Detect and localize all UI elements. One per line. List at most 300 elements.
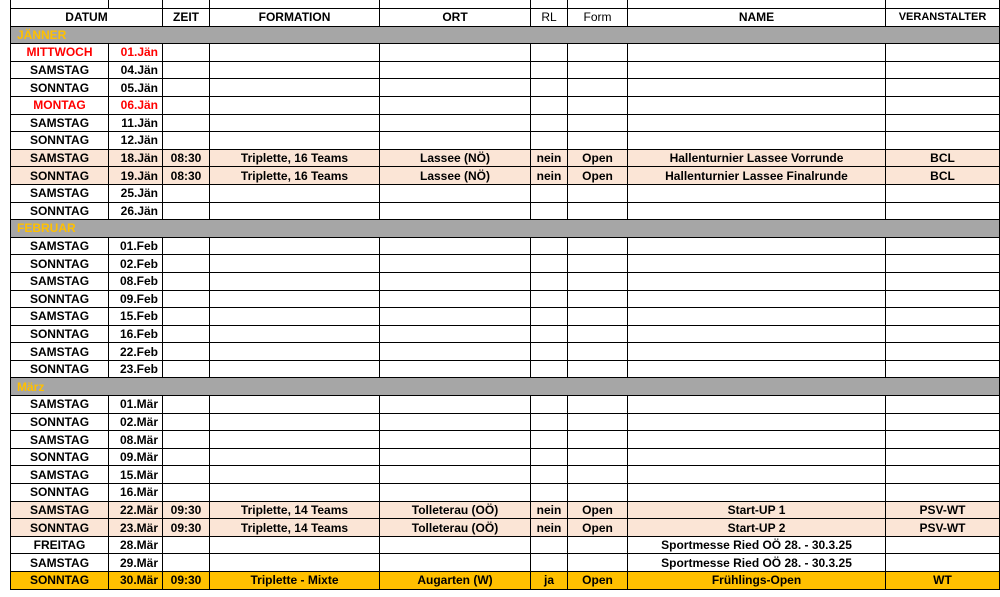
form-cell (568, 343, 628, 361)
formation-cell (210, 325, 380, 343)
zeit-cell: 08:30 (163, 149, 210, 167)
formation-cell (210, 536, 380, 554)
weekday-cell: SAMSTAG (11, 554, 109, 572)
rl-cell (531, 536, 568, 554)
veranstalter-cell: BCL (886, 167, 1000, 185)
date-cell: 16.Mär (109, 484, 163, 502)
rl-cell (531, 255, 568, 273)
veranstalter-cell (886, 132, 1000, 150)
rl-cell (531, 237, 568, 255)
form-cell (568, 308, 628, 326)
veranstalter-cell (886, 360, 1000, 378)
ort-cell (380, 79, 531, 97)
name-cell (628, 255, 886, 273)
event-row (11, 519, 1000, 537)
ort-cell (380, 396, 531, 414)
ort-cell (380, 290, 531, 308)
weekday-cell: SONNTAG (11, 167, 109, 185)
weekday-cell: SONNTAG (11, 448, 109, 466)
zeit-cell: 08:30 (163, 167, 210, 185)
ort-cell: Lassee (NÖ) (380, 149, 531, 167)
ort-cell: Lassee (NÖ) (380, 167, 531, 185)
date-cell: 22.Mär (109, 501, 163, 519)
rl-cell (531, 132, 568, 150)
month-band-row (11, 378, 1000, 396)
ort-cell (380, 554, 531, 572)
rl-cell: nein (531, 167, 568, 185)
ort-cell: Tolleterau (OÖ) (380, 519, 531, 537)
day-row (11, 202, 1000, 220)
form-cell (568, 237, 628, 255)
day-row (11, 308, 1000, 326)
rl-cell: nein (531, 501, 568, 519)
formation-cell (210, 202, 380, 220)
form-cell: Open (568, 519, 628, 537)
form-cell (568, 554, 628, 572)
formation-cell (210, 448, 380, 466)
form-cell (568, 114, 628, 132)
veranstalter-cell (886, 79, 1000, 97)
date-cell: 01.Feb (109, 237, 163, 255)
ort-cell (380, 536, 531, 554)
formation-cell (210, 343, 380, 361)
date-cell: 11.Jän (109, 114, 163, 132)
rl-cell (531, 325, 568, 343)
weekday-cell: SAMSTAG (11, 184, 109, 202)
form-cell (568, 396, 628, 414)
day-row (11, 184, 1000, 202)
veranstalter-cell (886, 466, 1000, 484)
day-row (11, 325, 1000, 343)
ort-cell (380, 431, 531, 449)
ort-cell (380, 272, 531, 290)
formation-cell (210, 237, 380, 255)
name-cell: Sportmesse Ried OÖ 28. - 30.3.25 (628, 554, 886, 572)
date-cell: 16.Feb (109, 325, 163, 343)
date-cell: 09.Mär (109, 448, 163, 466)
formation-cell (210, 184, 380, 202)
rl-cell (531, 308, 568, 326)
weekday-cell: SAMSTAG (11, 396, 109, 414)
ort-cell (380, 61, 531, 79)
day-row (11, 272, 1000, 290)
zeit-cell (163, 255, 210, 273)
form-cell (568, 79, 628, 97)
weekday-cell: SONNTAG (11, 519, 109, 537)
formation-cell (210, 44, 380, 62)
rl-cell (531, 431, 568, 449)
zeit-cell (163, 132, 210, 150)
zeit-cell (163, 360, 210, 378)
rl-cell: nein (531, 149, 568, 167)
weekday-cell: SAMSTAG (11, 272, 109, 290)
month-label: FEBRUAR (11, 220, 1000, 238)
form-cell (568, 290, 628, 308)
day-row (11, 343, 1000, 361)
formation-cell: Triplette - Mixte (210, 572, 380, 590)
formation-cell (210, 484, 380, 502)
day-row (11, 61, 1000, 79)
form-cell (568, 448, 628, 466)
header-ort: ORT (380, 9, 531, 27)
zeit-cell (163, 272, 210, 290)
ort-cell (380, 96, 531, 114)
veranstalter-cell (886, 325, 1000, 343)
veranstalter-cell (886, 431, 1000, 449)
day-row (11, 484, 1000, 502)
name-cell (628, 325, 886, 343)
date-cell: 01.Jän (109, 44, 163, 62)
date-cell: 28.Mär (109, 536, 163, 554)
zeit-cell: 09:30 (163, 501, 210, 519)
day-row (11, 466, 1000, 484)
name-cell (628, 290, 886, 308)
veranstalter-cell (886, 114, 1000, 132)
name-cell: Sportmesse Ried OÖ 28. - 30.3.25 (628, 536, 886, 554)
name-cell: Hallenturnier Lassee Finalrunde (628, 167, 886, 185)
rl-cell (531, 554, 568, 572)
month-label: März (11, 378, 1000, 396)
rl-cell (531, 114, 568, 132)
name-cell (628, 184, 886, 202)
form-cell: Open (568, 501, 628, 519)
name-cell (628, 132, 886, 150)
ort-cell (380, 484, 531, 502)
name-cell (628, 61, 886, 79)
day-row (11, 132, 1000, 150)
veranstalter-cell: PSV-WT (886, 501, 1000, 519)
date-cell: 25.Jän (109, 184, 163, 202)
day-row (11, 413, 1000, 431)
formation-cell (210, 132, 380, 150)
rl-cell (531, 343, 568, 361)
rl-cell: nein (531, 519, 568, 537)
formation-cell (210, 431, 380, 449)
formation-cell (210, 79, 380, 97)
veranstalter-cell (886, 290, 1000, 308)
formation-cell: Triplette, 16 Teams (210, 167, 380, 185)
form-cell (568, 202, 628, 220)
zeit-cell (163, 184, 210, 202)
formation-cell (210, 96, 380, 114)
weekday-cell: SAMSTAG (11, 114, 109, 132)
veranstalter-cell (886, 554, 1000, 572)
name-cell: Start-UP 1 (628, 501, 886, 519)
veranstalter-cell: PSV-WT (886, 519, 1000, 537)
weekday-cell: SONNTAG (11, 572, 109, 590)
zeit-cell (163, 448, 210, 466)
day-row (11, 448, 1000, 466)
name-cell (628, 202, 886, 220)
zeit-cell (163, 343, 210, 361)
form-cell (568, 44, 628, 62)
zeit-cell (163, 96, 210, 114)
date-cell: 15.Feb (109, 308, 163, 326)
day-row (11, 255, 1000, 273)
formation-cell (210, 554, 380, 572)
veranstalter-cell (886, 202, 1000, 220)
form-cell (568, 536, 628, 554)
ort-cell (380, 114, 531, 132)
date-cell: 04.Jän (109, 61, 163, 79)
date-cell: 18.Jän (109, 149, 163, 167)
form-cell (568, 431, 628, 449)
form-cell (568, 466, 628, 484)
month-label: JÄNNER (11, 26, 1000, 44)
rl-cell (531, 360, 568, 378)
zeit-cell (163, 308, 210, 326)
rl-cell (531, 448, 568, 466)
weekday-cell: SAMSTAG (11, 149, 109, 167)
name-cell (628, 360, 886, 378)
header-formation: FORMATION (210, 9, 380, 27)
weekday-cell: SAMSTAG (11, 501, 109, 519)
name-cell (628, 343, 886, 361)
rl-cell (531, 396, 568, 414)
date-cell: 08.Mär (109, 431, 163, 449)
zeit-cell (163, 396, 210, 414)
header-datum: DATUM (11, 9, 163, 27)
form-cell (568, 413, 628, 431)
formation-cell (210, 308, 380, 326)
ort-cell (380, 237, 531, 255)
ort-cell (380, 413, 531, 431)
day-row (11, 396, 1000, 414)
zeit-cell (163, 466, 210, 484)
rl-cell (531, 290, 568, 308)
header-veranstalter: VERANSTALTER (886, 9, 1000, 27)
name-cell (628, 413, 886, 431)
veranstalter-cell (886, 413, 1000, 431)
form-cell (568, 255, 628, 273)
name-cell (628, 114, 886, 132)
highlighted-event-row (11, 572, 1000, 590)
veranstalter-cell (886, 396, 1000, 414)
table-top-strip (11, 0, 1000, 9)
name-cell: Hallenturnier Lassee Vorrunde (628, 149, 886, 167)
rl-cell (531, 202, 568, 220)
ort-cell (380, 343, 531, 361)
date-cell: 05.Jän (109, 79, 163, 97)
formation-cell (210, 396, 380, 414)
rl-cell (531, 61, 568, 79)
form-cell (568, 96, 628, 114)
veranstalter-cell (886, 61, 1000, 79)
veranstalter-cell (886, 343, 1000, 361)
weekday-cell: SONNTAG (11, 325, 109, 343)
veranstalter-cell (886, 96, 1000, 114)
day-row (11, 237, 1000, 255)
rl-cell (531, 466, 568, 484)
header-form: Form (568, 9, 628, 27)
date-cell: 29.Mär (109, 554, 163, 572)
ort-cell (380, 466, 531, 484)
date-cell: 23.Mär (109, 519, 163, 537)
weekday-cell: SAMSTAG (11, 61, 109, 79)
zeit-cell (163, 413, 210, 431)
ort-cell (380, 308, 531, 326)
day-row (11, 431, 1000, 449)
veranstalter-cell (886, 184, 1000, 202)
header-name: NAME (628, 9, 886, 27)
rl-cell (531, 79, 568, 97)
veranstalter-cell (886, 448, 1000, 466)
ort-cell (380, 132, 531, 150)
form-cell (568, 325, 628, 343)
rl-cell (531, 484, 568, 502)
name-cell (628, 448, 886, 466)
weekday-cell: SONNTAG (11, 79, 109, 97)
ort-cell (380, 360, 531, 378)
veranstalter-cell (886, 255, 1000, 273)
zeit-cell: 09:30 (163, 519, 210, 537)
form-cell (568, 272, 628, 290)
name-cell: Start-UP 2 (628, 519, 886, 537)
date-cell: 15.Mär (109, 466, 163, 484)
name-cell (628, 396, 886, 414)
zeit-cell (163, 290, 210, 308)
ort-cell (380, 184, 531, 202)
form-cell: Open (568, 167, 628, 185)
event-row (11, 167, 1000, 185)
veranstalter-cell (886, 237, 1000, 255)
weekday-cell: SONNTAG (11, 413, 109, 431)
name-cell (628, 484, 886, 502)
table-header-row (11, 9, 1000, 27)
form-cell (568, 360, 628, 378)
date-cell: 12.Jän (109, 132, 163, 150)
ort-cell (380, 202, 531, 220)
weekday-cell: SAMSTAG (11, 431, 109, 449)
weekday-cell: MONTAG (11, 96, 109, 114)
zeit-cell (163, 237, 210, 255)
form-cell (568, 132, 628, 150)
rl-cell (531, 44, 568, 62)
veranstalter-cell (886, 308, 1000, 326)
date-cell: 30.Mär (109, 572, 163, 590)
day-row (11, 96, 1000, 114)
veranstalter-cell (886, 536, 1000, 554)
zeit-cell (163, 44, 210, 62)
ort-cell: Tolleterau (OÖ) (380, 501, 531, 519)
form-cell (568, 61, 628, 79)
name-cell (628, 96, 886, 114)
form-cell: Open (568, 149, 628, 167)
date-cell: 06.Jän (109, 96, 163, 114)
month-band-row (11, 220, 1000, 238)
formation-cell: Triplette, 14 Teams (210, 501, 380, 519)
day-row (11, 536, 1000, 554)
zeit-cell (163, 484, 210, 502)
date-cell: 01.Mär (109, 396, 163, 414)
date-cell: 09.Feb (109, 290, 163, 308)
zeit-cell (163, 61, 210, 79)
event-row (11, 149, 1000, 167)
weekday-cell: MITTWOCH (11, 44, 109, 62)
zeit-cell (163, 325, 210, 343)
weekday-cell: SAMSTAG (11, 308, 109, 326)
date-cell: 23.Feb (109, 360, 163, 378)
veranstalter-cell: BCL (886, 149, 1000, 167)
zeit-cell (163, 536, 210, 554)
formation-cell (210, 114, 380, 132)
tournament-calendar-table (10, 0, 1000, 590)
form-cell (568, 184, 628, 202)
veranstalter-cell (886, 272, 1000, 290)
weekday-cell: SAMSTAG (11, 466, 109, 484)
date-cell: 02.Mär (109, 413, 163, 431)
name-cell (628, 79, 886, 97)
name-cell (628, 44, 886, 62)
formation-cell (210, 272, 380, 290)
zeit-cell (163, 554, 210, 572)
weekday-cell: SAMSTAG (11, 343, 109, 361)
rl-cell (531, 96, 568, 114)
weekday-cell: SONNTAG (11, 202, 109, 220)
name-cell (628, 431, 886, 449)
date-cell: 08.Feb (109, 272, 163, 290)
rl-cell (531, 184, 568, 202)
ort-cell (380, 448, 531, 466)
name-cell (628, 466, 886, 484)
day-row (11, 360, 1000, 378)
zeit-cell (163, 431, 210, 449)
date-cell: 26.Jän (109, 202, 163, 220)
ort-cell (380, 44, 531, 62)
formation-cell (210, 290, 380, 308)
veranstalter-cell: WT (886, 572, 1000, 590)
day-row (11, 290, 1000, 308)
name-cell (628, 308, 886, 326)
veranstalter-cell (886, 484, 1000, 502)
zeit-cell: 09:30 (163, 572, 210, 590)
zeit-cell (163, 202, 210, 220)
header-rl: RL (531, 9, 568, 27)
veranstalter-cell (886, 44, 1000, 62)
rl-cell: ja (531, 572, 568, 590)
form-cell (568, 484, 628, 502)
weekday-cell: FREITAG (11, 536, 109, 554)
date-cell: 02.Feb (109, 255, 163, 273)
rl-cell (531, 413, 568, 431)
month-band-row (11, 26, 1000, 44)
day-row (11, 44, 1000, 62)
event-row (11, 501, 1000, 519)
formation-cell: Triplette, 14 Teams (210, 519, 380, 537)
rl-cell (531, 272, 568, 290)
formation-cell (210, 360, 380, 378)
day-row (11, 79, 1000, 97)
ort-cell: Augarten (W) (380, 572, 531, 590)
formation-cell (210, 255, 380, 273)
formation-cell (210, 413, 380, 431)
name-cell: Frühlings-Open (628, 572, 886, 590)
day-row (11, 554, 1000, 572)
formation-cell (210, 61, 380, 79)
ort-cell (380, 255, 531, 273)
zeit-cell (163, 114, 210, 132)
ort-cell (380, 325, 531, 343)
weekday-cell: SONNTAG (11, 484, 109, 502)
form-cell: Open (568, 572, 628, 590)
formation-cell (210, 466, 380, 484)
header-zeit: ZEIT (163, 9, 210, 27)
day-row (11, 114, 1000, 132)
formation-cell: Triplette, 16 Teams (210, 149, 380, 167)
weekday-cell: SONNTAG (11, 360, 109, 378)
name-cell (628, 237, 886, 255)
date-cell: 22.Feb (109, 343, 163, 361)
